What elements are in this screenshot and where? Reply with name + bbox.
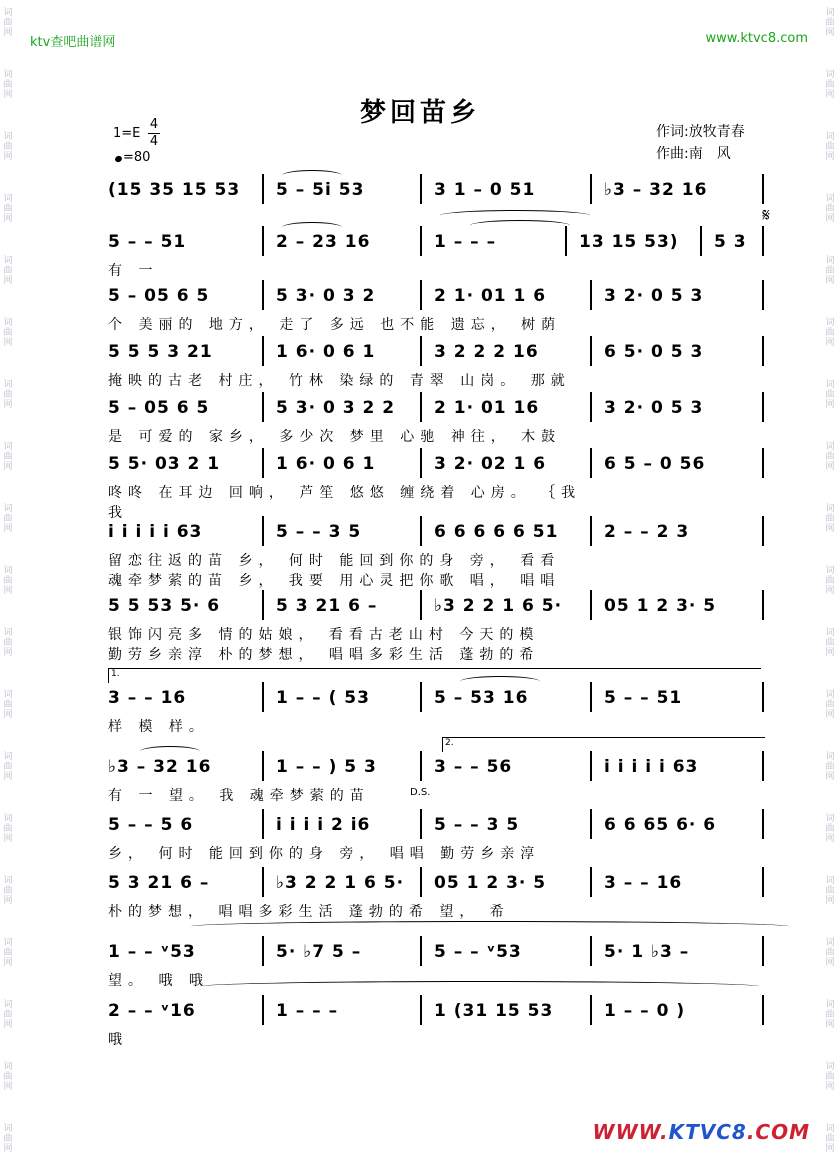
bar-line: [762, 448, 764, 478]
measure-notes: 2 1· 01 16: [434, 398, 540, 418]
watermark-text: 词 曲 网: [3, 814, 13, 844]
measure-notes: 1 (31 15 53: [434, 1001, 554, 1021]
watermark-text: 词 曲 网: [3, 1124, 13, 1154]
measure-notes: 3 2· 0 5 3: [604, 286, 704, 306]
bar-line: [762, 226, 764, 256]
bar-line: [420, 995, 422, 1025]
bar-line: [590, 936, 592, 966]
watermark-text: 词 曲 网: [825, 938, 835, 968]
measure-notes: 5 – 05 6 5: [108, 286, 210, 306]
bar-line: [262, 590, 264, 620]
bar-line: [762, 392, 764, 422]
composer-credit: 作曲:南 风: [656, 146, 731, 162]
bar-line: [420, 590, 422, 620]
measure-notes: 5 – 5i 53: [276, 180, 365, 200]
bar-line: [420, 336, 422, 366]
bar-line: [262, 226, 264, 256]
lyric-line: 留恋往返的苗 乡， 何时 能回到你的身 旁， 看看: [108, 553, 561, 569]
measure-notes: 1 – – 0 ): [604, 1001, 686, 1021]
lyric-line: 有 一: [108, 263, 159, 279]
measure-notes: 1 – – –: [434, 232, 497, 252]
watermark-text: 词 曲 网: [825, 690, 835, 720]
measure-notes: 05 1 2 3· 5: [434, 873, 547, 893]
lyric-line: 咚咚 在耳边 回响， 芦笙 悠悠 缠绕着 心房。 ｛我: [108, 485, 582, 501]
bar-line: [762, 516, 764, 546]
measure-notes: ♭3 2 2 1 6 5·: [276, 873, 405, 893]
watermark-text: 词 曲 网: [825, 256, 835, 286]
segno-icon: 𝄋: [762, 205, 770, 226]
measure-notes: 05 1 2 3· 5: [604, 596, 717, 616]
measure-notes: ♭3 2 2 1 6 5·: [434, 596, 563, 616]
right-watermark-strip: [822, 0, 840, 1169]
measure-notes: 5 3 21 6 –: [276, 596, 378, 616]
watermark-text: 词 曲 网: [825, 752, 835, 782]
watermark-text: 词 曲 网: [3, 566, 13, 596]
bar-line: [590, 336, 592, 366]
bar-line: [762, 590, 764, 620]
bar-line: [420, 280, 422, 310]
measure-notes: 5· 1 ♭3 –: [604, 942, 690, 962]
bar-line: [420, 751, 422, 781]
watermark-text: 词 曲 网: [3, 442, 13, 472]
measure-notes: 3 – – 56: [434, 757, 513, 777]
bar-line: [262, 867, 264, 897]
slur-arc: [140, 746, 200, 757]
bar-line: [262, 995, 264, 1025]
watermark-text: 词 曲 网: [3, 256, 13, 286]
measure-notes: 1 – – –: [276, 1001, 339, 1021]
bar-line: [590, 867, 592, 897]
left-watermark-strip: [0, 0, 18, 1169]
bar-line: [262, 392, 264, 422]
watermark-text: 词 曲 网: [825, 1124, 835, 1154]
watermark-text: 词 曲 网: [3, 132, 13, 162]
watermark-text: 词 曲 网: [825, 70, 835, 100]
watermark-text: 词 曲 网: [825, 318, 835, 348]
bar-line: [262, 280, 264, 310]
lyric-line: 掩映的古老 村庄， 竹林 染绿的 青翠 山岗。 那就: [108, 373, 571, 389]
measure-notes: 5 3 21 6 –: [108, 873, 210, 893]
measure-notes: 5 3· 0 3 2 2: [276, 398, 396, 418]
watermark-text: 词 曲 网: [3, 70, 13, 100]
measure-notes: i i i i i 63: [604, 757, 699, 777]
lyric-line: 勤劳乡亲淳 朴的梦想， 唱唱多彩生活 蓬勃的希: [108, 647, 540, 663]
bar-line: [420, 809, 422, 839]
tempo-marking: [115, 150, 150, 165]
watermark-text: 词 曲 网: [3, 1000, 13, 1030]
lyric-line: 样 模 样。: [108, 719, 209, 735]
measure-notes: 5 – – 5 6: [108, 815, 194, 835]
watermark-text: 词 曲 网: [3, 1062, 13, 1092]
measure-notes: (15 35 15 53: [108, 180, 241, 200]
watermark-text: 词 曲 网: [3, 876, 13, 906]
bar-line: [420, 682, 422, 712]
lyric-line: 有 一 望。 我 魂牵梦萦的苗: [108, 788, 370, 804]
watermark-text: 词 曲 网: [825, 628, 835, 658]
bar-line: [262, 936, 264, 966]
measure-notes: 1 6· 0 6 1: [276, 454, 376, 474]
lyric-line: 望。 哦 哦: [108, 973, 209, 989]
bar-line: [262, 809, 264, 839]
measure-notes: 5 – – 3 5: [276, 522, 362, 542]
measure-notes: 1 6· 0 6 1: [276, 342, 376, 362]
measure-notes: 2 – – 2 3: [604, 522, 690, 542]
lyric-line: 我: [108, 505, 128, 521]
watermark-text: 词 曲 网: [825, 1062, 835, 1092]
measure-notes: i i i i 2 i6: [276, 815, 371, 835]
watermark-text: 词 曲 网: [825, 1000, 835, 1030]
measure-notes: 5 – – ᵛ53: [434, 942, 522, 962]
footer-suffix: .COM: [746, 1120, 810, 1144]
watermark-text: 词 曲 网: [3, 8, 13, 38]
measure-notes: i i i i i 63: [108, 522, 203, 542]
bar-line: [262, 682, 264, 712]
measure-notes: 5 – – 3 5: [434, 815, 520, 835]
bar-line: [262, 516, 264, 546]
bar-line: [762, 280, 764, 310]
footer-logo[interactable]: [593, 1120, 810, 1144]
bar-line: [762, 174, 764, 204]
watermark-text: 词 曲 网: [825, 814, 835, 844]
measure-notes: 6 5· 0 5 3: [604, 342, 704, 362]
measure-notes: ♭3 – 32 16: [108, 757, 212, 777]
time-signature-bottom: 4: [149, 134, 159, 149]
slur-arc: [470, 220, 570, 231]
measure-notes: 13 15 53): [579, 232, 679, 252]
bar-line: [420, 174, 422, 204]
bar-line: [590, 392, 592, 422]
measure-notes: 2 – – ᵛ16: [108, 1001, 196, 1021]
watermark-text: 词 曲 网: [825, 876, 835, 906]
bar-line: [700, 226, 702, 256]
bar-line: [590, 682, 592, 712]
slur-arc: [190, 921, 790, 932]
bar-line: [590, 809, 592, 839]
measure-notes: 3 – – 16: [108, 688, 187, 708]
measure-notes: 2 – 23 16: [276, 232, 371, 252]
volta-bracket: 1.: [108, 668, 761, 683]
key-signature: 1=E: [113, 126, 141, 141]
bar-line: [420, 226, 422, 256]
watermark-text: 词 曲 网: [825, 194, 835, 224]
bar-line: [590, 995, 592, 1025]
song-title: 梦回苗乡: [359, 98, 480, 128]
slur-arc: [282, 170, 342, 181]
watermark-text: 词 曲 网: [825, 132, 835, 162]
bar-line: [262, 751, 264, 781]
measure-notes: 5 3· 0 3 2: [276, 286, 376, 306]
bar-line: [420, 516, 422, 546]
measure-notes: 5 – 53 16: [434, 688, 529, 708]
lyricist-credit: 作词:放牧青春: [656, 124, 745, 140]
measure-notes: 1 – – ) 5 3: [276, 757, 377, 777]
measure-notes: 5 3: [714, 232, 747, 252]
bar-line: [590, 590, 592, 620]
measure-notes: ♭3 – 32 16: [604, 180, 708, 200]
measure-notes: 5 – 05 6 5: [108, 398, 210, 418]
measure-notes: 5 5· 03 2 1: [108, 454, 221, 474]
lyric-line: 个 美丽的 地方， 走了 多远 也不能 遗忘， 树荫: [108, 317, 562, 333]
time-signature-top: 4: [149, 117, 159, 132]
bar-line: [420, 392, 422, 422]
watermark-text: 词 曲 网: [3, 318, 13, 348]
measure-notes: 3 2· 02 1 6: [434, 454, 547, 474]
bar-line: [762, 809, 764, 839]
bar-line: [420, 936, 422, 966]
bar-line: [590, 516, 592, 546]
lyric-line: 朴的梦想， 唱唱多彩生活 蓬勃的希 望， 希: [108, 904, 510, 920]
lyric-line: 哦: [108, 1032, 128, 1048]
tempo-value: =80: [123, 150, 151, 165]
footer-brand: KTVC8: [668, 1120, 747, 1144]
watermark-text: 词 曲 网: [3, 194, 13, 224]
footer-prefix: WWW.: [592, 1120, 669, 1144]
quarter-note-icon: [114, 155, 123, 163]
lyric-line: 银饰闪亮多 情的姑娘， 看看古老山村 今天的模: [108, 627, 540, 643]
measure-notes: 3 – – 16: [604, 873, 683, 893]
lyric-line: 是 可爱的 家乡， 多少次 梦里 心驰 神往， 木鼓: [108, 429, 562, 445]
measure-notes: 5· ♭7 5 –: [276, 942, 362, 962]
bar-line: [262, 448, 264, 478]
measure-notes: 5 – – 51: [108, 232, 187, 252]
bar-line: [590, 174, 592, 204]
bar-line: [590, 448, 592, 478]
header-site-right[interactable]: www.ktvc8.com: [705, 31, 808, 46]
slur-arc: [200, 981, 760, 992]
lyric-line: 魂牵梦萦的苗 乡， 我要 用心灵把你歌 唱， 唱唱: [108, 573, 561, 589]
measure-notes: 1 – – ᵛ53: [108, 942, 196, 962]
bar-line: [420, 448, 422, 478]
time-signature: [148, 117, 160, 150]
bar-line: [762, 867, 764, 897]
credits: [656, 121, 745, 165]
bar-line: [762, 936, 764, 966]
bar-line: [762, 751, 764, 781]
measure-notes: 6 6 65 6· 6: [604, 815, 717, 835]
bar-line: [762, 336, 764, 366]
measure-notes: 5 5 53 5· 6: [108, 596, 221, 616]
volta-bracket: 2.: [442, 737, 765, 752]
measure-notes: 5 – – 51: [604, 688, 683, 708]
watermark-text: 词 曲 网: [3, 380, 13, 410]
watermark-text: 词 曲 网: [825, 380, 835, 410]
measure-notes: 2 1· 01 1 6: [434, 286, 547, 306]
bar-line: [590, 280, 592, 310]
slur-arc: [282, 222, 342, 233]
lyric-line: 乡， 何时 能回到你的身 旁， 唱唱 勤劳乡亲淳: [108, 846, 541, 862]
measure-notes: 3 2 2 2 16: [434, 342, 539, 362]
watermark-text: 词 曲 网: [825, 8, 835, 38]
bar-line: [420, 867, 422, 897]
watermark-text: 词 曲 网: [3, 752, 13, 782]
bar-line: [762, 682, 764, 712]
watermark-text: 词 曲 网: [3, 628, 13, 658]
watermark-text: 词 曲 网: [3, 504, 13, 534]
watermark-text: 词 曲 网: [825, 566, 835, 596]
bar-line: [262, 336, 264, 366]
measure-notes: 3 1 – 0 51: [434, 180, 536, 200]
watermark-text: 词 曲 网: [825, 504, 835, 534]
bar-line: [590, 751, 592, 781]
measure-notes: 3 2· 0 5 3: [604, 398, 704, 418]
measure-notes: 6 6 6 6 6 51: [434, 522, 559, 542]
measure-notes: 1 – – ( 53: [276, 688, 370, 708]
dal-segno-marking: D.S.: [410, 787, 431, 798]
watermark-text: 词 曲 网: [825, 442, 835, 472]
bar-line: [262, 174, 264, 204]
watermark-text: 词 曲 网: [3, 690, 13, 720]
measure-notes: 6 5 – 0 56: [604, 454, 706, 474]
measure-notes: 5 5 5 3 21: [108, 342, 213, 362]
watermark-text: 词 曲 网: [3, 938, 13, 968]
slur-arc: [460, 676, 540, 687]
header-site-left[interactable]: ktv查吧曲谱网: [30, 35, 116, 50]
bar-line: [762, 995, 764, 1025]
